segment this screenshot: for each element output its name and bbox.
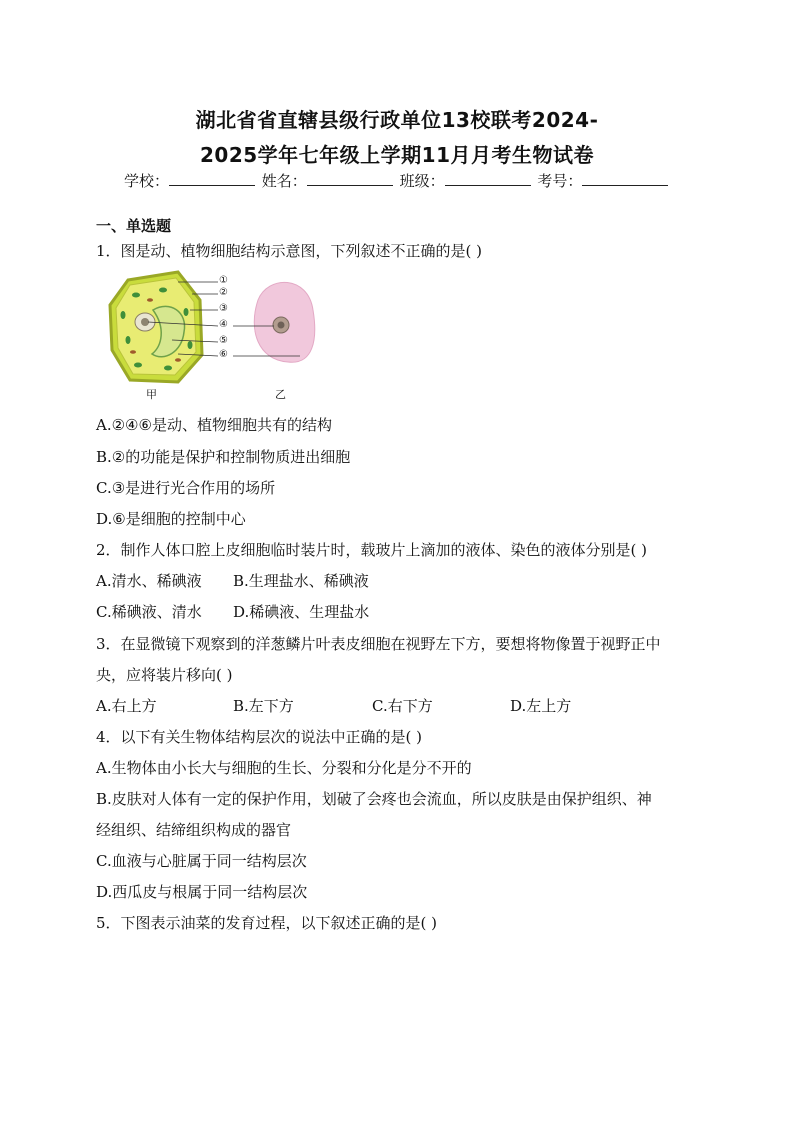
student-info-row bbox=[124, 170, 670, 191]
q4-option-d[interactable]: D.西瓜皮与根属于同一结构层次 bbox=[96, 883, 308, 901]
exam-title-line2: 2025学年七年级上学期11月月考生物试卷 bbox=[200, 143, 594, 167]
q3-stem-line2: 央，应将装片移向( ) bbox=[96, 666, 233, 684]
q3-stem-line1: 3．在显微镜下观察到的洋葱鳞片叶表皮细胞在视野左下方，要想将物像置于视野正中 bbox=[96, 635, 661, 653]
q2-option-c[interactable]: C.稀碘液、清水 bbox=[96, 603, 202, 621]
fig-caption-animal: 乙 bbox=[275, 388, 286, 401]
q2-option-d[interactable]: D.稀碘液、生理盐水 bbox=[233, 603, 370, 621]
name-blank[interactable] bbox=[307, 171, 393, 186]
fig-label-3: ③ bbox=[219, 303, 228, 314]
q2-option-a[interactable]: A.清水、稀碘液 bbox=[96, 572, 202, 590]
name-label: 姓名： bbox=[261, 172, 307, 190]
q4-option-b-line1[interactable]: B.皮肤对人体有一定的保护作用，划破了会疼也会流血，所以皮肤是由保护组织、神 bbox=[96, 790, 652, 808]
class-blank[interactable] bbox=[445, 171, 531, 186]
fig-caption-plant: 甲 bbox=[146, 388, 157, 401]
fig-label-5: ⑤ bbox=[219, 335, 228, 346]
plant-nucleolus bbox=[141, 318, 149, 326]
examno-label: 考号： bbox=[537, 172, 583, 190]
q1-option-a[interactable]: A.②④⑥是动、植物细胞共有的结构 bbox=[96, 416, 332, 434]
q4-stem: 4．以下有关生物体结构层次的说法中正确的是( ) bbox=[96, 728, 423, 746]
q5-stem: 5．下图表示油菜的发育过程，以下叙述正确的是( ) bbox=[96, 914, 438, 932]
class-label: 班级： bbox=[399, 172, 445, 190]
q3-option-b[interactable]: B.左下方 bbox=[233, 697, 294, 715]
q1-option-b[interactable]: B.②的功能是保护和控制物质进出细胞 bbox=[96, 448, 351, 466]
q4-option-a[interactable]: A.生物体由小长大与细胞的生长、分裂和分化是分不开的 bbox=[96, 759, 472, 777]
q3-option-a[interactable]: A.右上方 bbox=[96, 697, 157, 715]
fig-label-1: ① bbox=[219, 275, 228, 286]
q2-stem: 2．制作人体口腔上皮细胞临时装片时，载玻片上滴加的液体、染色的液体分别是( ) bbox=[96, 541, 648, 559]
q1-stem: 1．图是动、植物细胞结构示意图，下列叙述不正确的是( ) bbox=[96, 242, 483, 260]
q1-option-d[interactable]: D.⑥是细胞的控制中心 bbox=[96, 510, 246, 528]
fig-label-4: ④ bbox=[219, 319, 228, 330]
q3-option-d[interactable]: D.左上方 bbox=[510, 697, 572, 715]
q4-option-c[interactable]: C.血液与心脏属于同一结构层次 bbox=[96, 852, 307, 870]
q4-option-b-line2[interactable]: 经组织、结缔组织构成的器官 bbox=[96, 821, 292, 839]
q3-option-c[interactable]: C.右下方 bbox=[372, 697, 433, 715]
cell-diagram bbox=[108, 270, 338, 404]
school-blank[interactable] bbox=[169, 171, 255, 186]
fig-label-6: ⑥ bbox=[219, 349, 228, 360]
school-label: 学校： bbox=[124, 172, 170, 190]
section-heading: 一、单选题 bbox=[96, 217, 172, 235]
examno-blank[interactable] bbox=[582, 171, 668, 186]
fig-label-2: ② bbox=[219, 287, 228, 298]
q1-option-c[interactable]: C.③是进行光合作用的场所 bbox=[96, 479, 276, 497]
exam-title-line1: 湖北省省直辖县级行政单位13校联考2024- bbox=[195, 108, 599, 132]
q2-option-b[interactable]: B.生理盐水、稀碘液 bbox=[233, 572, 369, 590]
